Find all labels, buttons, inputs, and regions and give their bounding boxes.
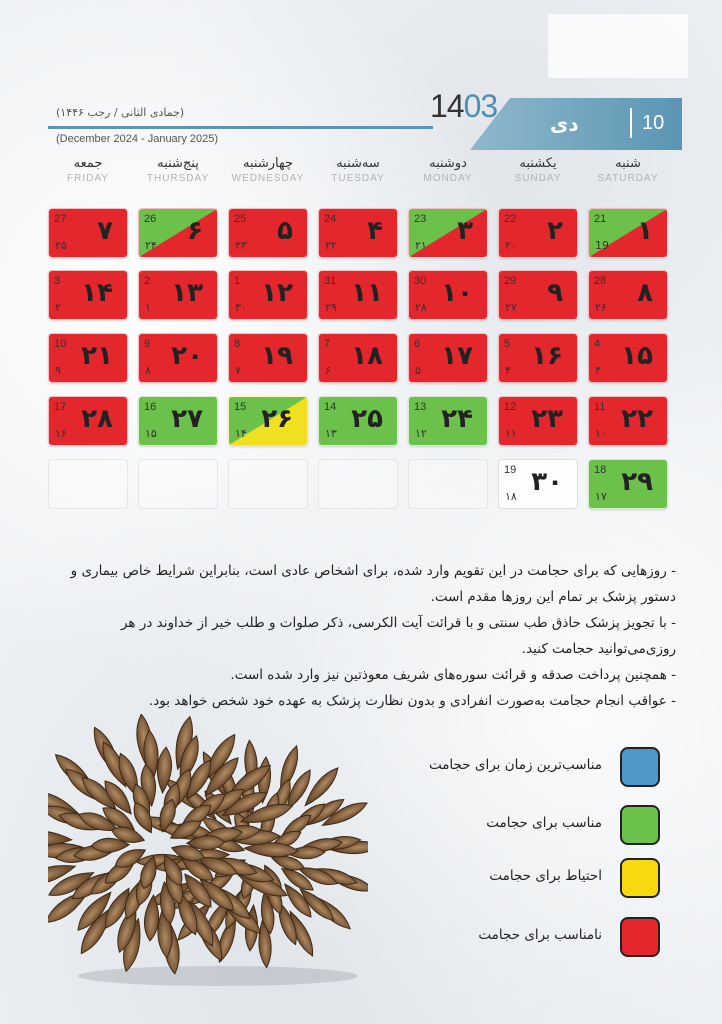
weekday-label-en: THURSDAY <box>146 173 210 184</box>
day-cell[interactable] <box>588 333 668 383</box>
weekday-friday <box>47 156 129 184</box>
day-cell[interactable] <box>588 270 668 320</box>
weekday-label-fa: چهارشنبه <box>243 156 293 171</box>
gregorian-day: 13 <box>414 401 427 413</box>
gregorian-day: 9 <box>144 338 151 350</box>
weekday-label-en: MONDAY <box>423 173 473 184</box>
day-cell[interactable] <box>228 270 308 320</box>
hijri-day: ۱۲ <box>415 427 427 440</box>
day-cell[interactable] <box>498 396 578 446</box>
persian-day: ۱۹ <box>261 341 293 371</box>
persian-day: ۱۲ <box>261 278 293 308</box>
hijri-day: ۱۸ <box>505 490 517 503</box>
day-cell[interactable] <box>588 459 668 509</box>
day-cell[interactable] <box>318 333 398 383</box>
gregorian-day: 24 <box>324 213 337 225</box>
hijri-day: ۲۸ <box>415 301 427 314</box>
day-cell[interactable] <box>318 270 398 320</box>
year-part-2: 03 <box>463 88 498 124</box>
hijri-months: (جمادی الثانی / رجب ۱۴۴۶) <box>56 106 185 119</box>
gregorian-day: 29 <box>504 275 517 287</box>
day-cell[interactable] <box>588 396 668 446</box>
hijri-day: ۵ <box>415 364 421 377</box>
hijri-day: ۲۴ <box>145 239 157 252</box>
gregorian-day: 23 <box>414 213 427 225</box>
weekday-label-fa: دوشنبه <box>429 156 467 171</box>
gregorian-day: 26 <box>144 213 157 225</box>
weekday-thursday <box>137 156 219 184</box>
weekday-tuesday <box>317 156 399 184</box>
persian-day: ۱۴ <box>81 278 113 308</box>
weekday-label-en: SATURDAY <box>597 173 659 184</box>
legend-label: مناسب‌ترین زمان برای حجامت <box>428 757 602 773</box>
gregorian-day: 15 <box>234 401 247 413</box>
gregorian-day: 28 <box>594 275 607 287</box>
gregorian-day: 6 <box>414 338 421 350</box>
persian-day: ۲ <box>547 216 563 246</box>
legend-item <box>400 858 660 902</box>
header-underline <box>48 126 433 129</box>
hijri-day: ۳۰ <box>235 301 247 314</box>
day-cell[interactable] <box>498 333 578 383</box>
month-number: 10 <box>642 112 665 134</box>
hijri-day: ۱۱ <box>505 427 517 440</box>
year-title <box>430 88 497 125</box>
legend-label: نامناسب برای حجامت <box>478 927 602 943</box>
persian-day: ۱۳ <box>171 278 203 308</box>
day-cell[interactable] <box>138 333 218 383</box>
legend-label: احتیاط برای حجامت <box>489 868 602 884</box>
empty-day-cell <box>408 459 488 509</box>
hijri-day: 19 <box>595 239 609 252</box>
gregorian-day: 17 <box>54 401 67 413</box>
gregorian-day: 27 <box>54 213 67 225</box>
weekday-label-fa: پنج‌شنبه <box>157 156 199 171</box>
hijri-day: ۲ <box>55 301 61 314</box>
note-item: - روزهایی که برای حجامت در این تقویم وارد شده، برای اشخاص عادی است، بنابراین شرایط خاص بیماری و دستور پزشک بر تمام این روزها مقدم است. <box>70 563 676 605</box>
hijri-day: ۴ <box>505 364 511 377</box>
hijri-day: ۲۶ <box>595 301 607 314</box>
day-cell[interactable] <box>408 333 488 383</box>
hijri-day: ۱ <box>145 301 151 314</box>
day-cell[interactable] <box>318 396 398 446</box>
note-item: - عواقب انجام حجامت به‌صورت انفرادی و بدون نظارت پزشک به عهده خود شخص خواهد بود. <box>148 693 676 709</box>
corner-blank-box <box>548 14 688 78</box>
weekday-label-fa: جمعه <box>73 156 103 171</box>
weekday-label-fa: سه‌شنبه <box>336 156 380 171</box>
weekday-wednesday <box>227 156 309 184</box>
day-cell[interactable] <box>228 208 308 258</box>
hijri-day: ۱۰ <box>595 427 607 440</box>
day-cell[interactable] <box>408 208 488 258</box>
day-cell[interactable] <box>138 270 218 320</box>
gregorian-day: 10 <box>54 338 67 350</box>
day-cell[interactable] <box>138 208 218 258</box>
persian-day: ۲۳ <box>531 404 563 434</box>
persian-day: ۲۶ <box>261 404 293 434</box>
persian-day: ۱۵ <box>621 341 653 371</box>
gregorian-day: 3 <box>54 275 61 287</box>
persian-day: ۸ <box>637 278 653 308</box>
legend-swatch <box>620 747 660 787</box>
hijri-day: ۲۷ <box>505 301 517 314</box>
gregorian-day: 4 <box>594 338 601 350</box>
weekday-label-en: TUESDAY <box>331 173 385 184</box>
persian-day: ۲۴ <box>441 404 473 434</box>
note-item: - با تجویز پزشک حاذق طب سنتی و با قرائت آیت الکرسی، ذکر صلوات و طلب خیر از خداوند در هر روزی‌می‌توانید حجامت کنید. <box>120 615 676 657</box>
note-item: - همچنین پرداخت صدقه و قرائت سوره‌های شریف معوذتین نیز وارد شده است. <box>230 667 676 683</box>
empty-day-cell <box>138 459 218 509</box>
gregorian-day: 18 <box>594 464 607 476</box>
month-name: دی <box>550 112 579 136</box>
day-cell[interactable] <box>408 270 488 320</box>
weekday-label-en: WEDNESDAY <box>231 173 305 184</box>
persian-day: ۱۶ <box>531 341 563 371</box>
persian-day: ۵ <box>277 216 293 246</box>
hijri-day: ۶ <box>325 364 331 377</box>
hijri-day: ۲۳ <box>235 239 247 252</box>
year-part-1: 14 <box>430 88 464 124</box>
day-cell[interactable] <box>48 396 128 446</box>
gregorian-day: 21 <box>594 213 607 225</box>
persian-day: ۹ <box>547 278 563 308</box>
persian-day: ۲۲ <box>621 404 653 434</box>
hijri-day: ۱۳ <box>325 427 337 440</box>
persian-day: ۲۱ <box>81 341 113 371</box>
persian-day: ۶ <box>187 216 203 246</box>
legend-swatch <box>620 858 660 898</box>
gregorian-day: 30 <box>414 275 427 287</box>
day-cell[interactable] <box>588 208 668 258</box>
hijri-day: ۷ <box>235 364 241 377</box>
gregorian-day: 14 <box>324 401 337 413</box>
day-cell[interactable] <box>498 459 578 509</box>
day-cell[interactable] <box>48 333 128 383</box>
persian-day: ۲۹ <box>621 467 653 497</box>
hijri-day: ۱۴ <box>235 427 247 440</box>
gregorian-day: 7 <box>324 338 331 350</box>
day-cell[interactable] <box>228 333 308 383</box>
gregorian-day: 11 <box>594 401 606 413</box>
day-cell[interactable] <box>498 270 578 320</box>
hijri-day: ۲۵ <box>55 239 67 252</box>
persian-day: ۱۸ <box>351 341 383 371</box>
pinecone-image <box>48 714 368 994</box>
hijri-day: ۱۷ <box>595 490 607 503</box>
gregorian-day: 12 <box>504 401 517 413</box>
persian-day: ۲۷ <box>171 404 203 434</box>
legend-item <box>400 917 660 961</box>
gregorian-day: 22 <box>504 213 517 225</box>
gregorian-day: 8 <box>234 338 241 350</box>
day-cell[interactable] <box>498 208 578 258</box>
month-separator <box>630 108 632 138</box>
day-cell[interactable] <box>228 396 308 446</box>
empty-day-cell <box>318 459 398 509</box>
hijri-day: ۱۶ <box>55 427 67 440</box>
hijri-day: ۲۹ <box>325 301 337 314</box>
weekday-saturday <box>587 156 669 184</box>
gregorian-day: 2 <box>144 275 151 287</box>
legend-label: مناسب برای حجامت <box>486 815 602 831</box>
hijri-day: ۲۲ <box>325 239 337 252</box>
legend-swatch <box>620 917 660 957</box>
day-cell[interactable] <box>318 208 398 258</box>
gregorian-months: (December 2024 - January 2025) <box>56 133 219 145</box>
gregorian-day: 16 <box>144 401 157 413</box>
empty-day-cell <box>48 459 128 509</box>
day-cell[interactable] <box>408 396 488 446</box>
legend-item <box>400 805 660 849</box>
gregorian-day: 5 <box>504 338 511 350</box>
hijri-day: ۲۰ <box>505 239 517 252</box>
hijri-day: ۲۱ <box>415 239 427 252</box>
notes-block <box>50 558 676 714</box>
weekday-label-en: FRIDAY <box>67 173 109 184</box>
gregorian-day: 19 <box>504 464 517 476</box>
weekday-label-en: SUNDAY <box>514 173 562 184</box>
weekday-sunday <box>497 156 579 184</box>
weekday-label-fa: شنبه <box>615 156 641 171</box>
day-cell[interactable] <box>48 270 128 320</box>
day-cell[interactable] <box>138 396 218 446</box>
hijri-day: ۳ <box>595 364 601 377</box>
persian-day: ۷ <box>97 216 113 246</box>
gregorian-day: 31 <box>324 275 337 287</box>
hijri-day: ۹ <box>55 364 61 377</box>
hijri-day: ۸ <box>145 364 151 377</box>
hijri-day: ۱۵ <box>145 427 157 440</box>
gregorian-day: 1 <box>234 275 241 287</box>
persian-day: ۲۰ <box>171 341 203 371</box>
persian-day: ۲۵ <box>351 404 383 434</box>
empty-day-cell <box>228 459 308 509</box>
persian-day: ۱۷ <box>441 341 473 371</box>
legend-swatch <box>620 805 660 845</box>
weekday-monday <box>407 156 489 184</box>
persian-day: ۱۰ <box>441 278 473 308</box>
persian-day: ۳۰ <box>531 467 563 497</box>
persian-day: ۱ <box>637 216 653 246</box>
day-cell[interactable] <box>48 208 128 258</box>
persian-day: ۲۸ <box>81 404 113 434</box>
weekday-label-fa: یکشنبه <box>519 156 557 171</box>
persian-day: ۳ <box>457 216 473 246</box>
persian-day: ۴ <box>367 216 383 246</box>
legend-item <box>400 747 660 791</box>
persian-day: ۱۱ <box>351 278 383 308</box>
gregorian-day: 25 <box>234 213 247 225</box>
